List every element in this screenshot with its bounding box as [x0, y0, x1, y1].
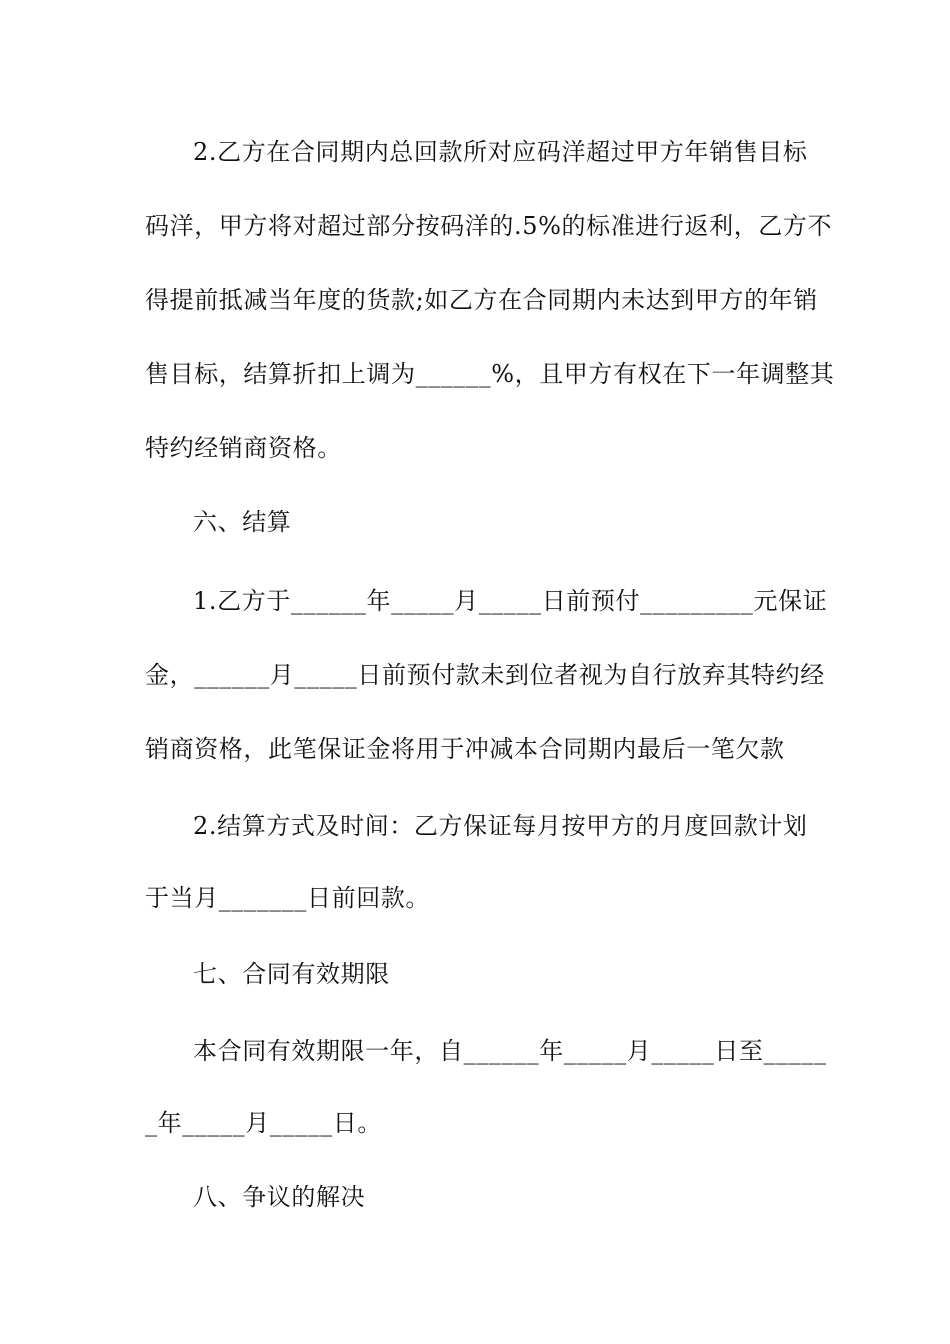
- paragraph-deposit-line-2: 金，______月_____日前预付款未到位者视为自行放弃其特约经: [145, 661, 825, 689]
- paragraph-validity-line-1: 本合同有效期限一年，自______年_____月_____日至_____: [193, 1037, 827, 1065]
- paragraph-payment-line-2: 于当月_______日前回款。: [145, 884, 430, 912]
- paragraph-deposit-line-3: 销商资格，此笔保证金将用于冲减本合同期内最后一笔欠款: [145, 735, 785, 763]
- section-heading-settlement: 六、结算: [193, 508, 292, 536]
- paragraph-rebate-line-1: 2.乙方在合同期内总回款所对应码洋超过甲方年销售目标: [193, 138, 808, 166]
- section-heading-dispute: 八、争议的解决: [193, 1183, 366, 1211]
- paragraph-rebate-line-3: 得提前抵减当年度的货款;如乙方在合同期内未达到甲方的年销: [145, 286, 818, 314]
- paragraph-deposit-line-1: 1.乙方于______年_____月_____日前预付_________元保证: [193, 587, 828, 615]
- paragraph-payment-line-1: 2.结算方式及时间：乙方保证每月按甲方的月度回款计划: [193, 812, 808, 840]
- paragraph-rebate-line-5: 特约经销商资格。: [145, 434, 342, 462]
- paragraph-rebate-line-4: 售目标，结算折扣上调为______%，且甲方有权在下一年调整其: [145, 360, 835, 388]
- paragraph-validity-line-2: _年_____月_____日。: [145, 1109, 382, 1137]
- paragraph-rebate-line-2: 码洋，甲方将对超过部分按码洋的.5%的标准进行返利，乙方不: [145, 212, 833, 240]
- section-heading-validity: 七、合同有效期限: [193, 960, 390, 988]
